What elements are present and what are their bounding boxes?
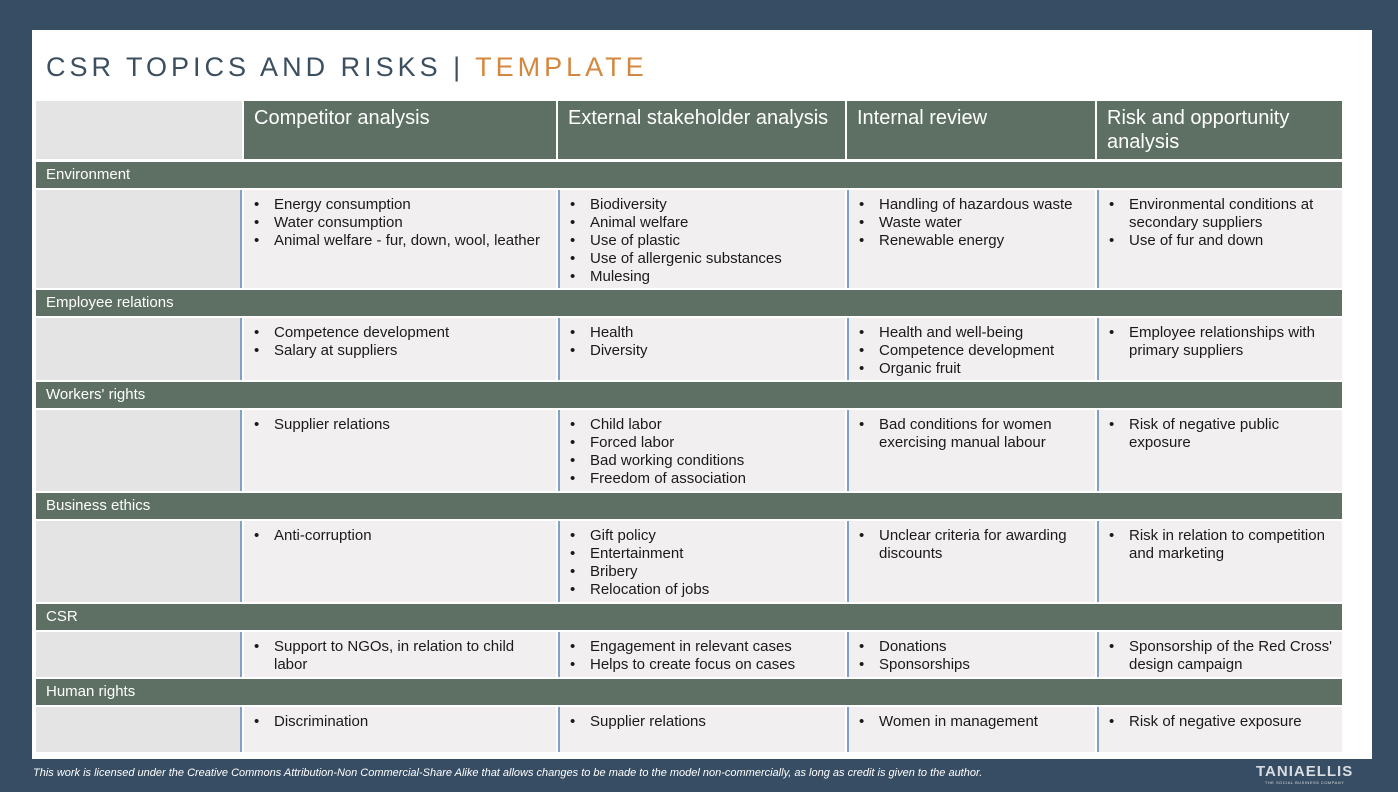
bullet-list [859, 324, 1087, 378]
row-label-cell [36, 521, 242, 602]
bullet-list [1109, 527, 1334, 563]
list-item: • Renewable energy [859, 232, 1087, 250]
bullet-list [570, 416, 837, 488]
list-item: • Employee relationships with primary suppliers [1109, 324, 1334, 360]
bullet-list [1109, 324, 1334, 360]
list-item: • Competence development [254, 324, 548, 342]
list-item: • Animal welfare - fur, down, wool, leather [254, 232, 548, 250]
table-cell [244, 632, 556, 677]
list-item: • Risk of negative exposure [1109, 713, 1334, 731]
page-title [46, 52, 648, 83]
list-item: • Use of plastic [570, 232, 837, 250]
bullet-list [570, 324, 837, 360]
table-cell [847, 632, 1095, 677]
bullet-list [570, 527, 837, 599]
row-label-cell [36, 190, 242, 288]
list-item: • Health and well-being [859, 324, 1087, 342]
table-cell [244, 190, 556, 288]
list-item: • Bad working conditions [570, 452, 837, 470]
list-item: • Women in management [859, 713, 1087, 731]
list-item: • Risk of negative public exposure [1109, 416, 1334, 452]
title-accent: TEMPLATE [475, 52, 648, 82]
table-cell [558, 632, 845, 677]
table-cell [1097, 410, 1342, 491]
list-item: • Use of allergenic substances [570, 250, 837, 268]
table-cell [244, 410, 556, 491]
bullet-list [570, 713, 837, 731]
list-item: • Anti-corruption [254, 527, 548, 545]
list-item: • Biodiversity [570, 196, 837, 214]
bullet-list [254, 713, 548, 731]
list-item: • Child labor [570, 416, 837, 434]
list-item: • Freedom of association [570, 470, 837, 488]
row-label-cell [36, 410, 242, 491]
list-item: • Waste water [859, 214, 1087, 232]
list-item: • Sponsorship of the Red Cross' design campaign [1109, 638, 1334, 674]
list-item: • Water consumption [254, 214, 548, 232]
row-label-cell [36, 318, 242, 380]
table-cell [1097, 707, 1342, 752]
brand-logo [1256, 764, 1353, 786]
list-item: • Forced labor [570, 434, 837, 452]
bullet-list [254, 324, 548, 360]
bullet-list [570, 638, 837, 674]
csr-table [36, 101, 1342, 754]
table-sections [36, 162, 1342, 752]
table-header-row [36, 101, 1342, 159]
list-item: • Diversity [570, 342, 837, 360]
table-cell [1097, 521, 1342, 602]
logo-tagline: THE SOCIAL BUSINESS COMPANY [1264, 780, 1345, 785]
row-label-cell [36, 707, 242, 752]
bullet-list [1109, 638, 1334, 674]
list-item: • Salary at suppliers [254, 342, 548, 360]
table-cell [244, 707, 556, 752]
column-header: External stakeholder analysis [558, 101, 845, 159]
table-row [36, 521, 1342, 602]
list-item: • Support to NGOs, in relation to child labor [254, 638, 548, 674]
table-row [36, 190, 1342, 288]
list-item: • Risk in relation to competition and marketing [1109, 527, 1334, 563]
list-item: • Animal welfare [570, 214, 837, 232]
bullet-list [859, 196, 1087, 250]
list-item: • Mulesing [570, 268, 837, 286]
title-separator: | [453, 52, 465, 82]
section-header: Human rights [36, 679, 1342, 705]
table-cell [847, 318, 1095, 380]
list-item: • Relocation of jobs [570, 581, 837, 599]
table-cell [244, 318, 556, 380]
table-row [36, 707, 1342, 752]
bullet-list [254, 416, 548, 434]
section-header: Environment [36, 162, 1342, 188]
table-cell [847, 707, 1095, 752]
column-header: Internal review [847, 101, 1095, 159]
table-row [36, 632, 1342, 677]
list-item: • Organic fruit [859, 360, 1087, 378]
bullet-list [1109, 713, 1334, 731]
section-header: Business ethics [36, 493, 1342, 519]
table-cell [847, 410, 1095, 491]
list-item: • Environmental conditions at secondary suppliers [1109, 196, 1334, 232]
bullet-list [859, 713, 1087, 731]
table-cell [1097, 318, 1342, 380]
list-item: • Use of fur and down [1109, 232, 1334, 250]
table-cell [558, 190, 845, 288]
bullet-list [859, 638, 1087, 674]
table-cell [558, 521, 845, 602]
header-corner [36, 101, 242, 159]
section-header: Employee relations [36, 290, 1342, 316]
title-main: CSR TOPICS AND RISKS [46, 52, 442, 82]
table-cell [1097, 632, 1342, 677]
bullet-list [859, 527, 1087, 563]
bullet-list [570, 196, 837, 286]
list-item: • Helps to create focus on cases [570, 656, 837, 674]
bullet-list [859, 416, 1087, 452]
list-item: • Handling of hazardous waste [859, 196, 1087, 214]
bullet-list [254, 196, 548, 250]
list-item: • Donations [859, 638, 1087, 656]
table-cell [558, 410, 845, 491]
row-label-cell [36, 632, 242, 677]
section-header: Workers' rights [36, 382, 1342, 408]
list-item: • Competence development [859, 342, 1087, 360]
list-item: • Sponsorships [859, 656, 1087, 674]
bullet-list [254, 527, 548, 545]
section-header: CSR [36, 604, 1342, 630]
table-cell [244, 521, 556, 602]
table-cell [1097, 190, 1342, 288]
table-cell [558, 318, 845, 380]
list-item: • Health [570, 324, 837, 342]
table-row [36, 318, 1342, 380]
table-cell [847, 521, 1095, 602]
bullet-list [1109, 416, 1334, 452]
list-item: • Bad conditions for women exercising manual labour [859, 416, 1087, 452]
logo-name: TANIAELLIS [1256, 763, 1354, 780]
table-row [36, 410, 1342, 491]
column-header: Competitor analysis [244, 101, 556, 159]
list-item: • Entertainment [570, 545, 837, 563]
list-item: • Energy consumption [254, 196, 548, 214]
list-item: • Bribery [570, 563, 837, 581]
list-item: • Gift policy [570, 527, 837, 545]
list-item: • Discrimination [254, 713, 548, 731]
table-cell [847, 190, 1095, 288]
list-item: • Supplier relations [570, 713, 837, 731]
list-item: • Engagement in relevant cases [570, 638, 837, 656]
list-item: • Unclear criteria for awarding discounts [859, 527, 1087, 563]
bullet-list [1109, 196, 1334, 250]
list-item: • Supplier relations [254, 416, 548, 434]
license-footer: This work is licensed under the Creative Commons Attribution-Non Commercial-Share Alike that allows changes to be made to the model non-commercially, as long as credit is given to the author. [33, 767, 983, 779]
slide [32, 30, 1372, 759]
bullet-list [254, 638, 548, 674]
table-cell [558, 707, 845, 752]
column-header: Risk and opportunity analysis [1097, 101, 1342, 159]
